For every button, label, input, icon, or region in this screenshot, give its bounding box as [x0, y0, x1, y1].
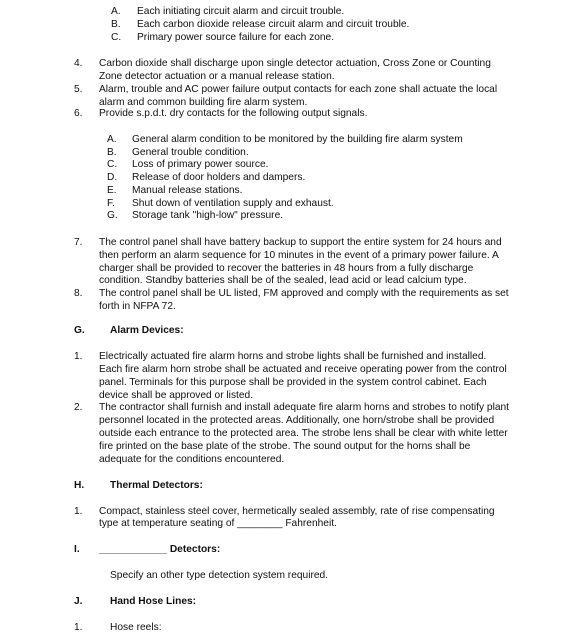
section-i-letter: I. [74, 544, 80, 555]
signal-letter-a: A. [107, 134, 117, 145]
section-g-heading: Alarm Devices: [110, 325, 184, 336]
item-8-number: 8. [74, 288, 83, 299]
g2-line-4: fire printed on the base plate of the strobe. The sound output for the horns shall be [99, 441, 471, 452]
item-4-line-1: Carbon dioxide shall discharge upon single detector actuation, Cross Zone or Counting [99, 58, 491, 69]
j1-number: 1. [74, 622, 83, 633]
item-7-line-1: The control panel shall have battery backup to support the entire system for 24 hours and [99, 237, 502, 248]
g2-line-1: The contractor shall furnish and install adequate fire alarm horns and strobes to notify plant [99, 402, 509, 413]
section-h-letter: H. [74, 480, 85, 491]
item-6-number: 6. [74, 108, 83, 119]
g1-line-3: panel. Terminals for this purpose shall be provided in the system control cabinet. Each [99, 377, 487, 388]
section-i-text: Specify an other type detection system required. [110, 570, 329, 581]
section-j-letter: J. [74, 596, 83, 607]
g1-line-1: Electrically actuated fire alarm horns and strobe lights shall be furnished and installed. [99, 351, 487, 362]
signal-letter-g: G. [107, 210, 118, 221]
signal-letter-e: E. [107, 185, 117, 196]
h1-line-2: type at temperature seating of ________ Fahrenheit. [99, 518, 337, 529]
signal-letter-f: F. [107, 198, 115, 209]
top-list-text-a: Each initiating circuit alarm and circuit trouble. [137, 6, 345, 17]
top-list-letter-a: A. [111, 6, 121, 17]
g2-number: 2. [74, 402, 83, 413]
signal-text-d: Release of door holders and dampers. [132, 172, 306, 183]
g1-number: 1. [74, 351, 83, 362]
top-list-letter-b: B. [111, 19, 121, 30]
item-7-line-3: charger shall be provided to recover the batteries in 48 hours from a fully discharge [99, 263, 474, 274]
signal-text-e: Manual release stations. [132, 185, 243, 196]
item-5-number: 5. [74, 84, 83, 95]
item-8-line-2: forth in NFPA 72. [99, 301, 176, 312]
section-g-letter: G. [74, 325, 85, 336]
top-list-text-c: Primary power source failure for each zone. [137, 32, 335, 43]
item-7-line-4: condition. Standby batteries shall be of the sealed, lead acid or lead calcium type. [99, 275, 467, 286]
g2-line-3: outside each entrance to the protected area. The strobe lens shall be clear with white letter [99, 428, 508, 439]
signal-text-b: General trouble condition. [132, 147, 249, 158]
signal-letter-d: D. [107, 172, 118, 183]
g1-line-4: device shall be approved or listed. [99, 390, 254, 401]
section-h-heading: Thermal Detectors: [110, 480, 203, 491]
signal-text-g: Storage tank "high-low" pressure. [132, 210, 284, 221]
signal-letter-b: B. [107, 147, 117, 158]
h1-number: 1. [74, 506, 83, 517]
item-4-line-2: Zone detector actuation or a manual release station. [99, 71, 335, 82]
top-list-text-b: Each carbon dioxide release circuit alarm and circuit trouble. [137, 19, 410, 30]
h1-line-1: Compact, stainless steel cover, hermetically sealed assembly, rate of rise compensating [99, 506, 495, 517]
signal-text-c: Loss of primary power source. [132, 159, 269, 170]
signal-text-f: Shut down of ventilation supply and exhaust. [132, 198, 334, 209]
item-6-line-1: Provide s.p.d.t. dry contacts for the following output signals. [99, 108, 368, 119]
item-8-line-1: The control panel shall be UL listed, FM approved and comply with the requirements as set [99, 288, 509, 299]
item-5-line-2: alarm and common building fire alarm system. [99, 97, 308, 108]
section-i-heading: ____________ Detectors: [99, 544, 221, 555]
item-7-number: 7. [74, 237, 83, 248]
signal-text-a: General alarm condition to be monitored by the building fire alarm system [132, 134, 463, 145]
g1-line-2: Each fire alarm horn strobe shall be actuated and receive operating power from the control [99, 364, 507, 375]
item-4-number: 4. [74, 58, 83, 69]
item-7-line-2: then perform an alarm sequence for 10 minutes in the event of a primary power failure. A [99, 250, 499, 261]
item-5-line-1: Alarm, trouble and AC power failure output contacts for each zone shall actuate the local [99, 84, 498, 95]
g2-line-5: adequate for the conditions encountered. [99, 454, 285, 465]
g2-line-2: personnel located in the protected areas. Additionally, one horn/strobe shall be provided [99, 415, 495, 426]
top-list-letter-c: C. [111, 32, 122, 43]
j1-text: Hose reels: [110, 622, 162, 633]
signal-letter-c: C. [107, 159, 118, 170]
section-j-heading: Hand Hose Lines: [110, 596, 197, 607]
